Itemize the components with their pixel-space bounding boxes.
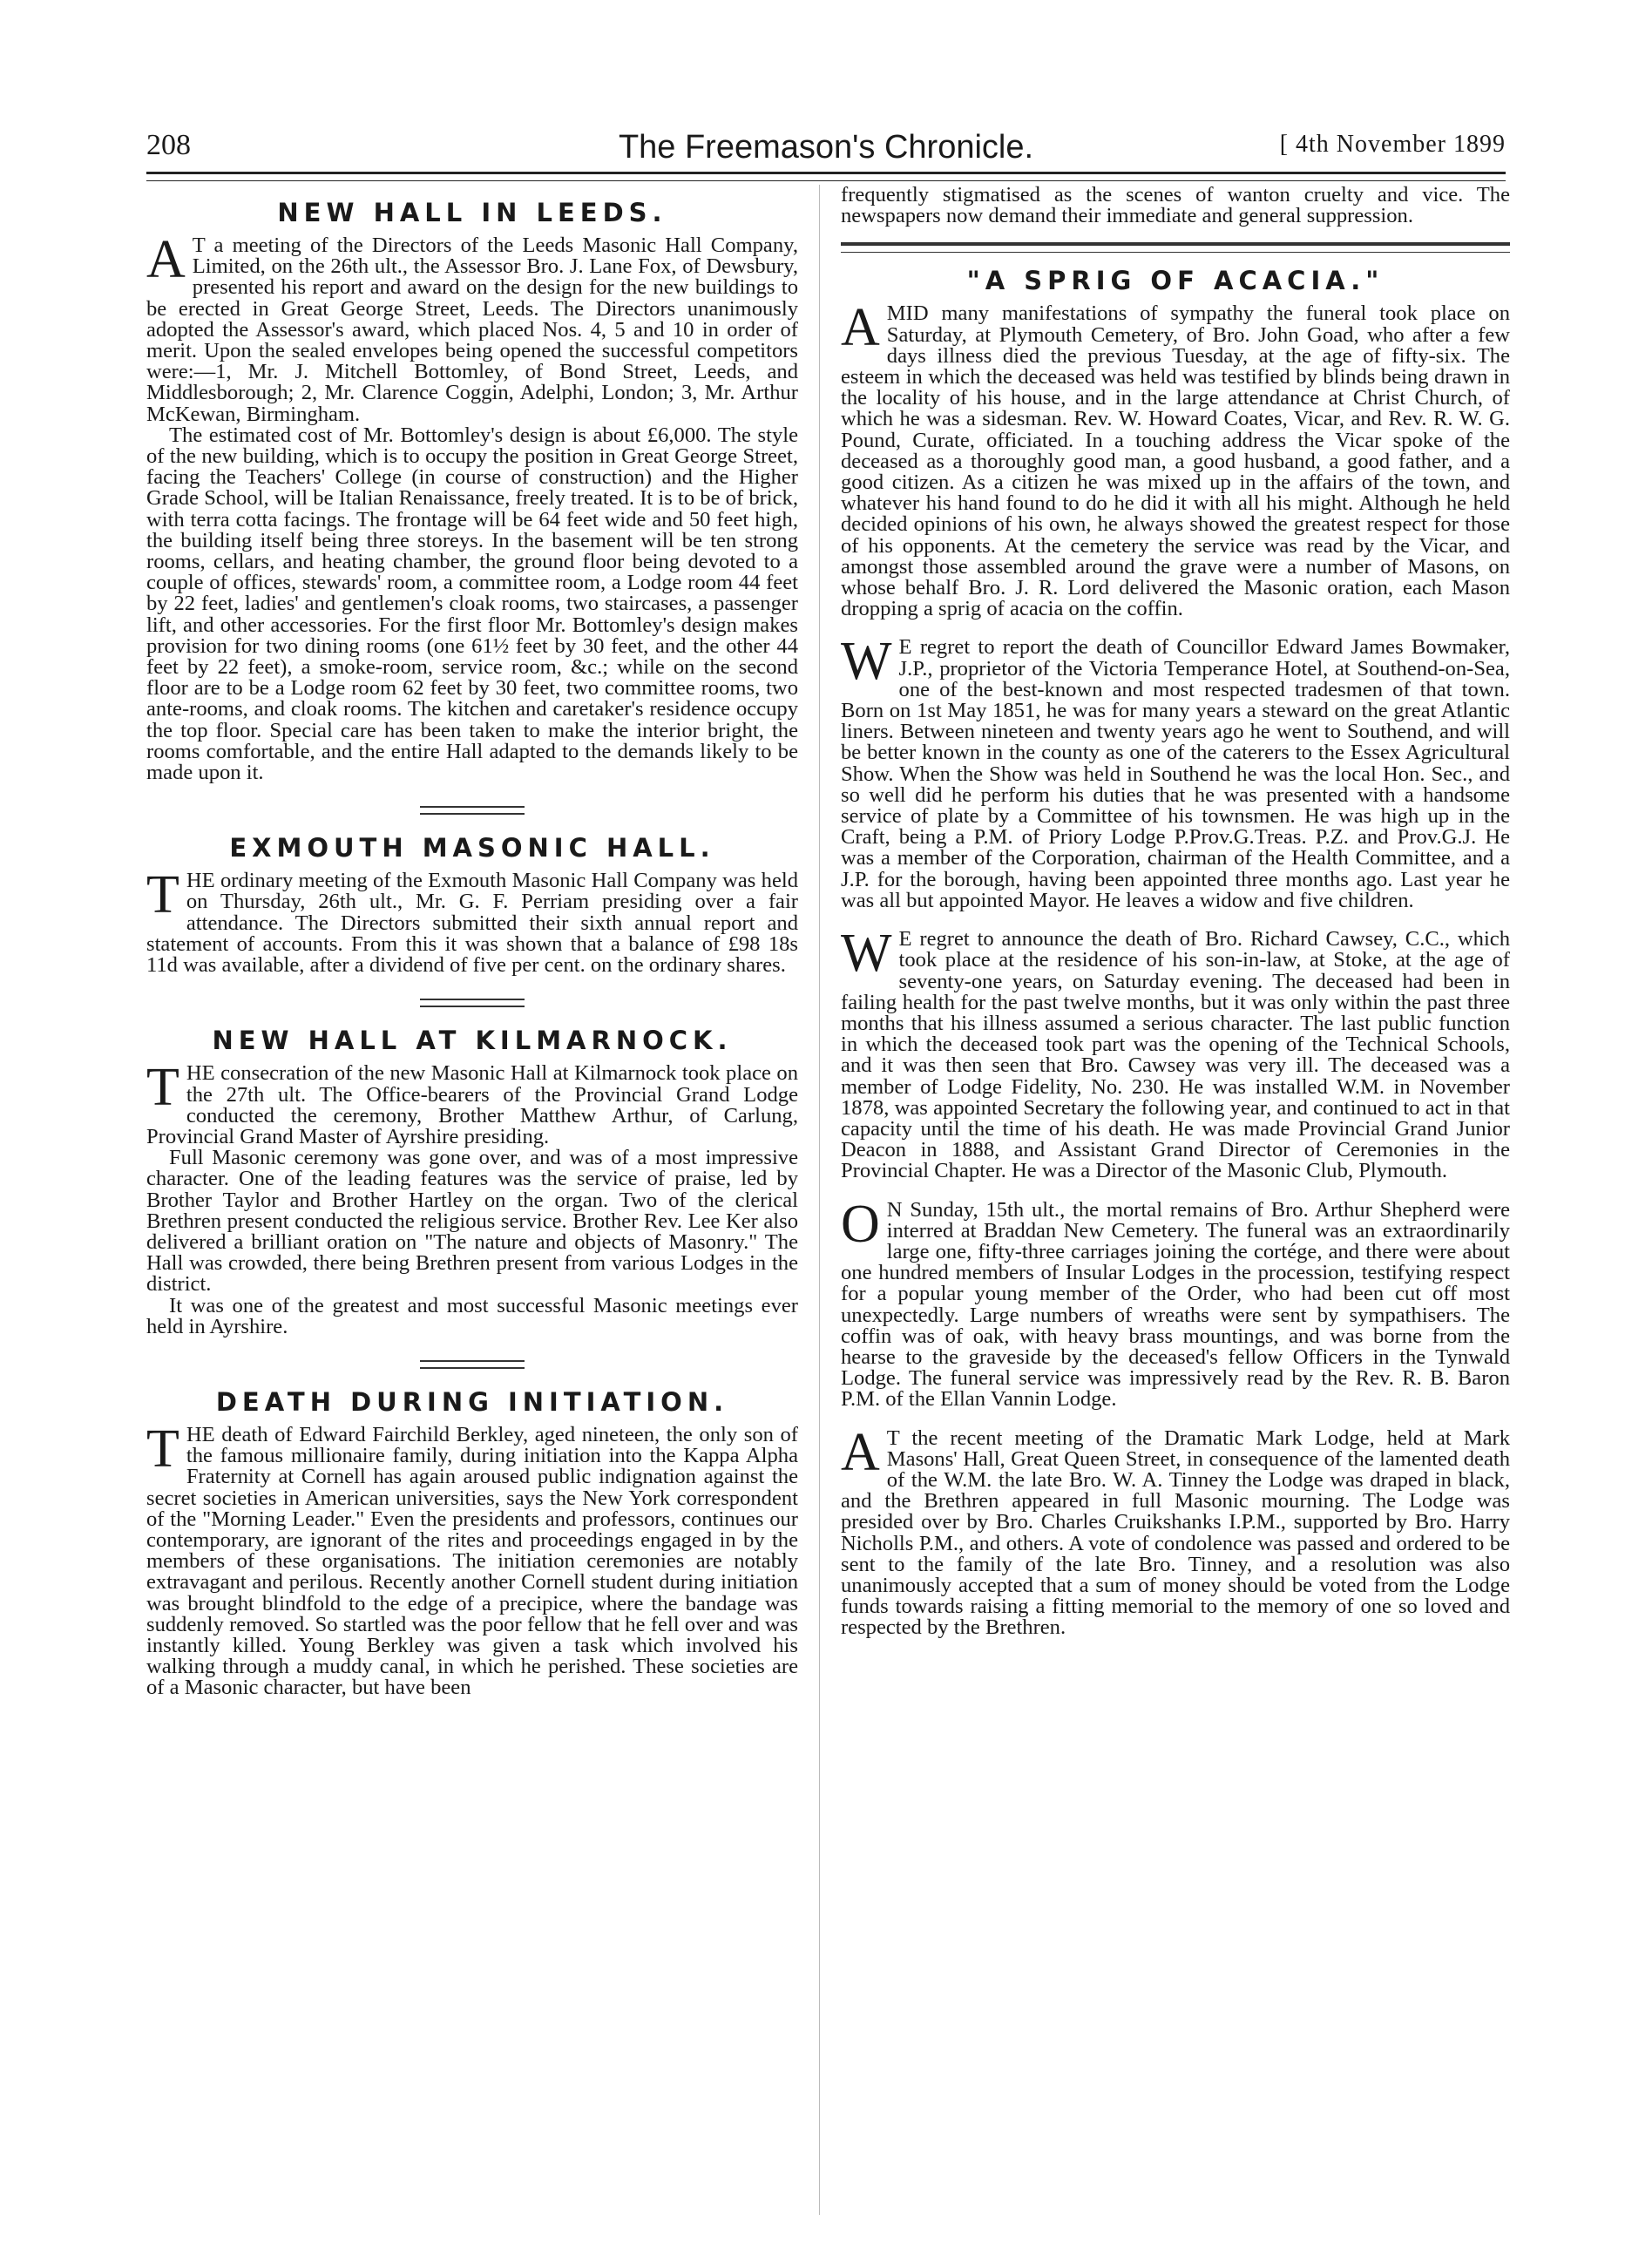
column-divider bbox=[819, 185, 820, 2215]
acacia-paragraph-2: WE regret to report the death of Councillor Edward James Bowmaker, J.P., proprietor of the Victoria Temperance Hotel, at Southend-on-Sea, one of the best-known and most respected tradesmen of that town. Born on 1st May 1851, he was for many years a steward on the great Atlantic liners. Between nineteen and twenty years ago he went to Southend, and will be better known in the county as one of the caterers to the Essex Agricultural Show. When the Show was held in Southend he was the local Hon. Sec., and so well did he perform his duties that he was presented with a handsome service of plate by a Committee of his townsmen. He was high up in the Craft, being a P.M. of Priory Lodge P.Prov.G.Treas. P.Z. and Prov.G.J. He was a member of the Corporation, chairman of the Health Committee, and a J.P. for the borough, having been appointed three months ago. Last year he was all but appointed Mayor. He leaves a widow and five children. bbox=[841, 632, 1510, 912]
acacia-paragraph-5: AT the recent meeting of the Dramatic Mark Lodge, held at Mark Masons' Hall, Great Queen Street, in consequence of the lamented death of the W.M. the late Bro. W. A. Tinney the Lodge was draped in black, and the Brethren appeared in full Masonic mourning. The Lodge was presided over by Bro. Charles Cruikshanks I.P.M., supported by Bro. Harry Nicholls P.M., and others. A vote of condolence was passed and ordered to be sent to the family of the late Bro. Tinney, and a resolution was also unanimously accepted that a sum of money should be voted from the Lodge funds towards raising a fitting memorial to the memory of one so loved and respected by the Brethren. bbox=[841, 1422, 1510, 1640]
issue-date: [ 4th November 1899 bbox=[1279, 131, 1506, 158]
continued-paragraph: frequently stigmatised as the scenes of wanton cruelty and vice. The newspapers now demand their immediate and general suppression. bbox=[841, 185, 1510, 228]
section-rule bbox=[841, 242, 1510, 253]
right-column bbox=[841, 185, 1510, 2241]
kilmarnock-paragraph-2: Full Masonic ceremony was gone over, and was of a most impressive character. One of the leading features was the service of praise, led by Brother Taylor and Brother Hartley on the organ. Two of the clerical Brethren present conducted the religious service. Brother Rev. Lee Ker also delivered a brilliant oration on "The nature and objects of Masonry." The Hall was crowded, there being Brethren present from various Lodges in the district. bbox=[146, 1146, 798, 1297]
leeds-paragraph-1: AT a meeting of the Directors of the Leeds Masonic Hall Company, Limited, on the 26th ult., the Assessor Bro. J. Lane Fox, of Dewsbury, presented his report and award on the design for the new buildings to be erected in Great George Street, Leeds. The Directors unanimously adopted the Assessor's award, which placed Nos. 4, 5 and 10 in order of merit. Upon the sealed envelopes being opened the successful competitors were:—1, Mr. J. Mitchell Bottomley, of Bond Street, Leeds, and Middlesborough; 2, Mr. Clarence Coggin, Adelphi, London; 3, Mr. Arthur McKewan, Birmingham. bbox=[146, 230, 798, 426]
publication-title: The Freemason's Chronicle. bbox=[618, 129, 1034, 166]
heading-exmouth: EXMOUTH MASONIC HALL. bbox=[229, 833, 715, 863]
heading-death-during-initiation: DEATH DURING INITIATION. bbox=[215, 1386, 729, 1417]
page-number: 208 bbox=[146, 129, 191, 161]
death-paragraph-1: THE death of Edward Fairchild Berkley, aged nineteen, the only son of the famous millionaire family, during initiation into the Kappa Alpha Fraternity at Cornell has again aroused public indignation against the secret societies in American universities, says the New York correspondent of the "Morning Leader." Even the presidents and professors, continues our contemporary, are ignorant of the rites and proceedings engaged in by the members of these organisations. The initiation ceremonies are notably extravagant and perilous. Recently another Cornell student during initiation was brought blindfold to the edge of a precipice, where the bandage was suddenly removed. So startled was the poor fellow that he fell over and was instantly killed. Young Berkley was given a task which involved his walking through a muddy canal, in which he perished. These societies are of a Masonic character, but have been bbox=[146, 1419, 798, 1700]
exmouth-paragraph-1: THE ordinary meeting of the Exmouth Masonic Hall Company was held on Thursday, 26th ult., Mr. G. F. Perriam presiding over a fair attendance. The Directors submitted their sixth annual report and statement of accounts. From this it was shown that a balance of £98 18s 11d was available, after a dividend of five per cent. on the ordinary shares. bbox=[146, 865, 798, 978]
section-separator bbox=[420, 806, 525, 815]
heading-sprig-of-acacia: "A SPRIG OF ACACIA." bbox=[966, 266, 1385, 296]
left-column bbox=[146, 185, 798, 2241]
kilmarnock-paragraph-3: It was one of the greatest and most successful Masonic meetings ever held in Ayrshire. bbox=[146, 1293, 798, 1338]
acacia-paragraph-4: ON Sunday, 15th ult., the mortal remains of Bro. Arthur Shepherd were interred at Braddan New Cemetery. The funeral was an extraordinarily large one, fifty-three carriages joining the cortége, and there were about one hundred members of Insular Lodges in the procession, testifying respect for a popular young member of the Order, who had been cut off most unexpectedly. Large numbers of wreaths were sent by sympathisers. The coffin was of oak, with heavy brass mountings, and was borne from the hearse to the graveside by the deceased's fellow Officers in the Tynwald Lodge. The funeral service was impressively read by the Rev. R. B. Baron P.M. of the Ellan Vannin Lodge. bbox=[841, 1194, 1510, 1412]
page-header bbox=[146, 129, 1506, 164]
kilmarnock-paragraph-1: THE consecration of the new Masonic Hall at Kilmarnock took place on the 27th ult. The Office-bearers of the Provincial Grand Lodge conducted the ceremony, Brother Matthew Arthur, of Carlung, Provincial Grand Master of Ayrshire presiding. bbox=[146, 1058, 798, 1148]
acacia-paragraph-1: AMID many manifestations of sympathy the funeral took place on Saturday, at Plymouth Cemetery, of Bro. John Goad, who after a few days illness died the previous Tuesday, at the age of fifty-six. The esteem in which the deceased was held was testified by blinds being drawn in the locality of his house, and in the large attendance at Christ Church, of which he was a sidesman. Rev. W. Howard Coates, Vicar, and Rev. R. W. G. Pound, Curate, officiated. In a touching address the Vicar spoke of the deceased as a thoroughly good man, a good husband, a good father, and a good citizen. As a citizen he was mixed up in the affairs of the town, and whatever his hand found to do he did it with all his might. Although he held decided opinions of his own, he always showed the greatest respect for those of his opponents. At the cemetery the service was read by the Vicar, and amongst those assembled around the grave were a number of Masons, on whose behalf Bro. J. R. Lord delivered the Masonic oration, each Mason dropping a sprig of acacia on the coffin. bbox=[841, 298, 1510, 621]
heading-kilmarnock: NEW HALL AT KILMARNOCK. bbox=[212, 1026, 733, 1056]
leeds-paragraph-2: The estimated cost of Mr. Bottomley's design is about £6,000. The style of the new building, which is to occupy the position in Great George Street, facing the Teachers' College (in course of construction) and the Higher Grade School, will be Italian Renaissance, freely treated. It is to be of brick, with terra cotta facings. The frontage will be 64 feet wide and 50 feet high, the building itself being three storeys. In the basement will be ten strong rooms, cellars, and heating chamber, the ground floor being devoted to a couple of offices, stewards' room, a committee room, a Lodge room 44 feet by 22 feet, ladies' and gentlemen's cloak rooms, two staircases, a passenger lift, and other accessories. For the first floor Mr. Bottomley's design makes provision for two dining rooms (one 61½ feet by 30 feet, and the other 44 feet by 22 feet), a smoke-room, service room, &c.; while on the second floor are to be a Lodge room 62 feet by 30 feet, two committee rooms, two ante-rooms, and cloak rooms. The kitchen and caretaker's residence occupy the top floor. Special care has been taken to make the interior bright, the rooms comfortable, and the entire Hall adapted to the demands likely to be made upon it. bbox=[146, 423, 798, 785]
heading-new-hall-leeds: NEW HALL IN LEEDS. bbox=[277, 198, 667, 227]
section-separator bbox=[420, 999, 525, 1007]
section-separator bbox=[420, 1360, 525, 1369]
header-rule bbox=[146, 172, 1506, 181]
acacia-paragraph-3: WE regret to announce the death of Bro. Richard Cawsey, C.C., which took place at the residence of his son-in-law, at Stoke, at the age of seventy-one years, on Saturday evening. The deceased had been in failing health for the past twelve months, but it was only within the past three months that his illness assumed a serious character. The last public function in which the deceased took part was the opening of the Technical Schools, and it was then seen that Bro. Cawsey was very ill. The deceased was a member of Lodge Fidelity, No. 230. He was installed W.M. in November 1878, was appointed Secretary the following year, and continued to act in that capacity until the time of his death. He was made Provincial Grand Junior Deacon in 1888, and Assistant Grand Director of Ceremonies in the Provincial Chapter. He was a Director of the Masonic Club, Plymouth. bbox=[841, 924, 1510, 1183]
